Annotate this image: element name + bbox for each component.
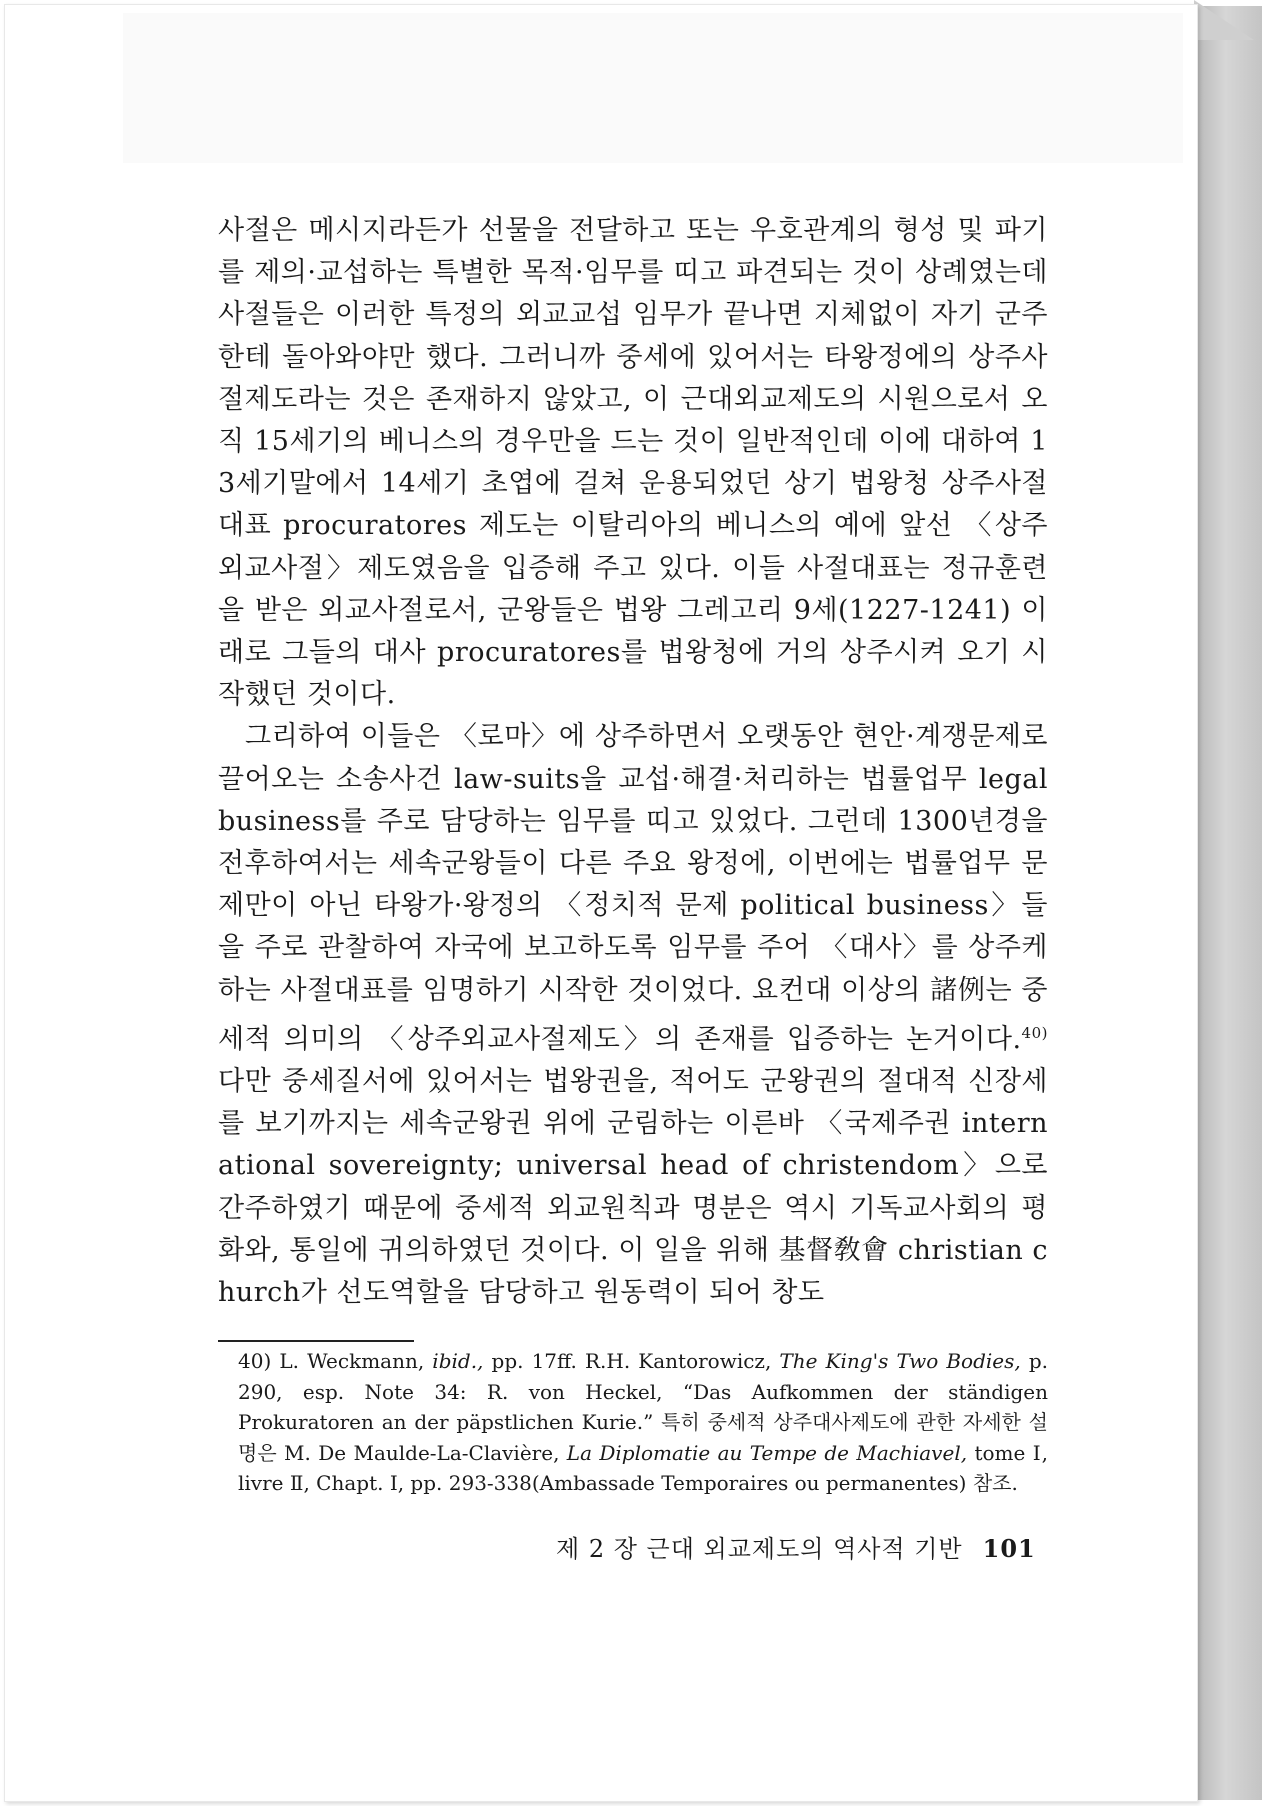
chapter-title: 제 2 장 근대 외교제도의 역사적 기반 (556, 1535, 963, 1563)
footnote-part: ibid., (432, 1349, 484, 1373)
footnote-part: The King's Two Bodies, (779, 1349, 1021, 1373)
paragraph-2-tail: 다만 중세질서에 있어서는 법왕권을, 적어도 군왕권의 절대적 신장세를 보기까지는 세속군왕권 위에 군림하는 이른바 〈국제주권 international sovereignty; universal head of christendom〉으로 간주하였기 때문에 중세적 외교원칙과 명분은 역시 기독교사회의 평화와, 통일에 귀의하였던 것이다. 이 일을 위해 基督敎會 christian church가 선도역할을 담당하고 원동력이 되어 창도 (218, 1066, 1048, 1309)
footnote-part: La Diplomatie au Tempe de Machiavel, (566, 1440, 968, 1465)
footnote-divider (218, 1340, 414, 1342)
footnote-part: tome Ⅰ, livre Ⅱ, Chapt. Ⅰ, pp. 293-338(Ambassade Temporaires ou permanentes) 참조. (238, 1440, 1048, 1495)
paragraph-1: 사절은 메시지라든가 선물을 전달하고 또는 우호관계의 형성 및 파기를 제의·교섭하는 특별한 목적·임무를 띠고 파견되는 것이 상례였는데 사절들은 이러한 특정의 외교교섭 임무가 끝나면 지체없이 자기 군주한테 돌아와야만 했다. 그러니까 중세에 있어서는 타왕정에의 상주사절제도라는 것은 존재하지 않았고, 이 근대외교제도의 시원으로서 오직 15세기의 베니스의 경우만을 드는 것이 일반적인데 이에 대하여 13세기말에서 14세기 초엽에 걸쳐 운용되었던 상기 법왕청 상주사절대표 procuratores 제도는 이탈리아의 베니스의 예에 앞선 〈상주외교사절〉제도였음을 입증해 주고 있다. 이들 사절대표는 정규훈련을 받은 외교사절로서, 군왕들은 법왕 그레고리 9세(1227-1241) 이래로 그들의 대사 procuratores를 법왕청에 거의 상주시켜 오기 시작했던 것이다. (218, 215, 1048, 711)
footnote-reference: 40) (1021, 1023, 1048, 1042)
footnote-number: 40) (238, 1349, 272, 1373)
footnote-part: pp. 17ff. R.H. Kantorowicz, (483, 1349, 780, 1373)
paragraph-2-main: 그리하여 이들은 〈로마〉에 상주하면서 오랫동안 현안·계쟁문제로 끌어오는 소송사건 law-suits을 교섭·해결·처리하는 법률업무 legal business를 주로 담당하는 임무를 띠고 있었다. 그런데 1300년경을 전후하여서는 세속군왕들이 다른 주요 왕정에, 이번에는 법률업무 문제만이 아닌 타왕가·왕정의 〈정치적 문제 political business〉들을 주로 관찰하여 자국에 보고하도록 임무를 주어 〈대사〉를 상주케 하는 사절대표를 임명하기 시작한 것이었다. 요컨대 이상의 諸例는 중세적 의미의 〈상주외교사절제도〉의 존재를 입증하는 논거이다. (218, 721, 1048, 1055)
running-footer (556, 1533, 1056, 1565)
book-edge-top (1194, 0, 1254, 40)
book-edge (1196, 6, 1262, 1800)
page-scan-tint (123, 13, 1183, 163)
footnote-40 (238, 1346, 1048, 1499)
paragraph-2 (218, 716, 1048, 1314)
footnote-part: p. 290, esp. Note 34: R. von Heckel, “Das Aufkommen der ständigen Prokuratoren an der päpstlichen Kurie.” 특히 중세적 상주대사제도에 관한 자세한 설명은 M. De Maulde-La-Clavière, (238, 1349, 1048, 1465)
page-number: 101 (982, 1534, 1036, 1563)
body-text (218, 210, 1048, 1314)
footnote-part: L. Weckmann, (279, 1349, 433, 1373)
